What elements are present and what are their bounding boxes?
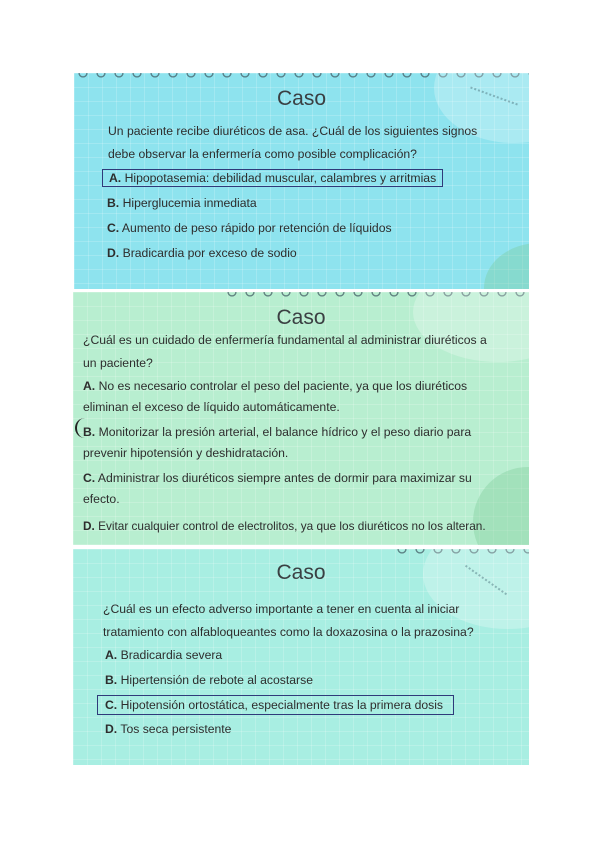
option-text: Monitorizar la presión arterial, el balance hídrico y el peso diario para (98, 425, 472, 439)
option-letter: D. (105, 722, 118, 736)
option-letter: A. (83, 379, 96, 393)
quiz-card-3 (73, 549, 529, 765)
option-d[interactable] (83, 519, 486, 533)
option-letter: B. (105, 673, 118, 687)
option-letter: C. (105, 698, 118, 712)
option-letter: B. (107, 196, 120, 210)
option-text: eliminan el exceso de líquido automáticamente. (83, 400, 340, 414)
option-letter: D. (83, 519, 95, 533)
question-text (103, 598, 474, 644)
option-c[interactable] (97, 695, 454, 715)
option-b[interactable] (83, 422, 523, 464)
option-letter: D. (107, 246, 120, 260)
option-a[interactable] (102, 169, 443, 187)
question-line: tratamiento con alfabloqueantes como la doxazosina o la prazosina? (103, 625, 474, 639)
question-line: Un paciente recibe diuréticos de asa. ¿Cuál de los siguientes signos (108, 124, 478, 138)
question-line: ¿Cuál es un efecto adverso importante a tener en cuenta al iniciar (103, 602, 460, 616)
quiz-card-1 (74, 73, 529, 289)
option-c[interactable] (83, 468, 523, 510)
option-c[interactable] (107, 221, 392, 235)
decor-swoosh (484, 243, 529, 289)
option-a[interactable] (83, 376, 523, 418)
option-text: prevenir hipotensión y deshidratación. (83, 446, 289, 460)
question-line: ¿Cuál es un cuidado de enfermería fundamental al administrar diuréticos a (83, 333, 487, 347)
option-text: Hipertensión de rebote al acostarse (120, 673, 313, 687)
card-title: Caso (276, 87, 327, 110)
option-text: Bradicardia severa (120, 648, 223, 662)
option-text: Hipopotasemia: debilidad muscular, calambres y arritmias (124, 171, 437, 185)
question-text (108, 120, 477, 166)
question-text (83, 329, 487, 375)
question-line: un paciente? (83, 356, 153, 370)
card-title: Caso (276, 561, 326, 584)
question-line: debe observar la enfermería como posible complicación? (108, 147, 417, 161)
option-text: Aumento de peso rápido por retención de líquidos (121, 221, 392, 235)
option-text: Tos seca persistente (120, 722, 232, 736)
quiz-card-2 (73, 292, 529, 545)
option-letter: C. (107, 221, 120, 235)
option-text: No es necesario controlar el peso del paciente, ya que los diuréticos (98, 379, 468, 393)
option-text: Hipotensión ortostática, especialmente tras la primera dosis (120, 698, 444, 712)
option-text: Evitar cualquier control de electrolitos, ya que los diuréticos no los alteran. (98, 519, 486, 533)
card-title: Caso (276, 306, 326, 329)
option-text: efecto. (83, 492, 120, 506)
option-b[interactable] (105, 673, 313, 687)
option-letter: A. (105, 648, 118, 662)
option-text: Administrar los diuréticos siempre antes de dormir para maximizar su (97, 471, 472, 485)
option-a[interactable] (105, 648, 222, 662)
option-text: Hiperglucemia inmediata (122, 196, 257, 210)
option-text: Bradicardia por exceso de sodio (122, 246, 297, 260)
option-b[interactable] (107, 196, 257, 210)
option-d[interactable] (107, 246, 297, 260)
option-letter: A. (109, 171, 122, 185)
option-letter: C. (83, 471, 96, 485)
option-letter: B. (83, 425, 96, 439)
option-d[interactable] (105, 722, 231, 736)
